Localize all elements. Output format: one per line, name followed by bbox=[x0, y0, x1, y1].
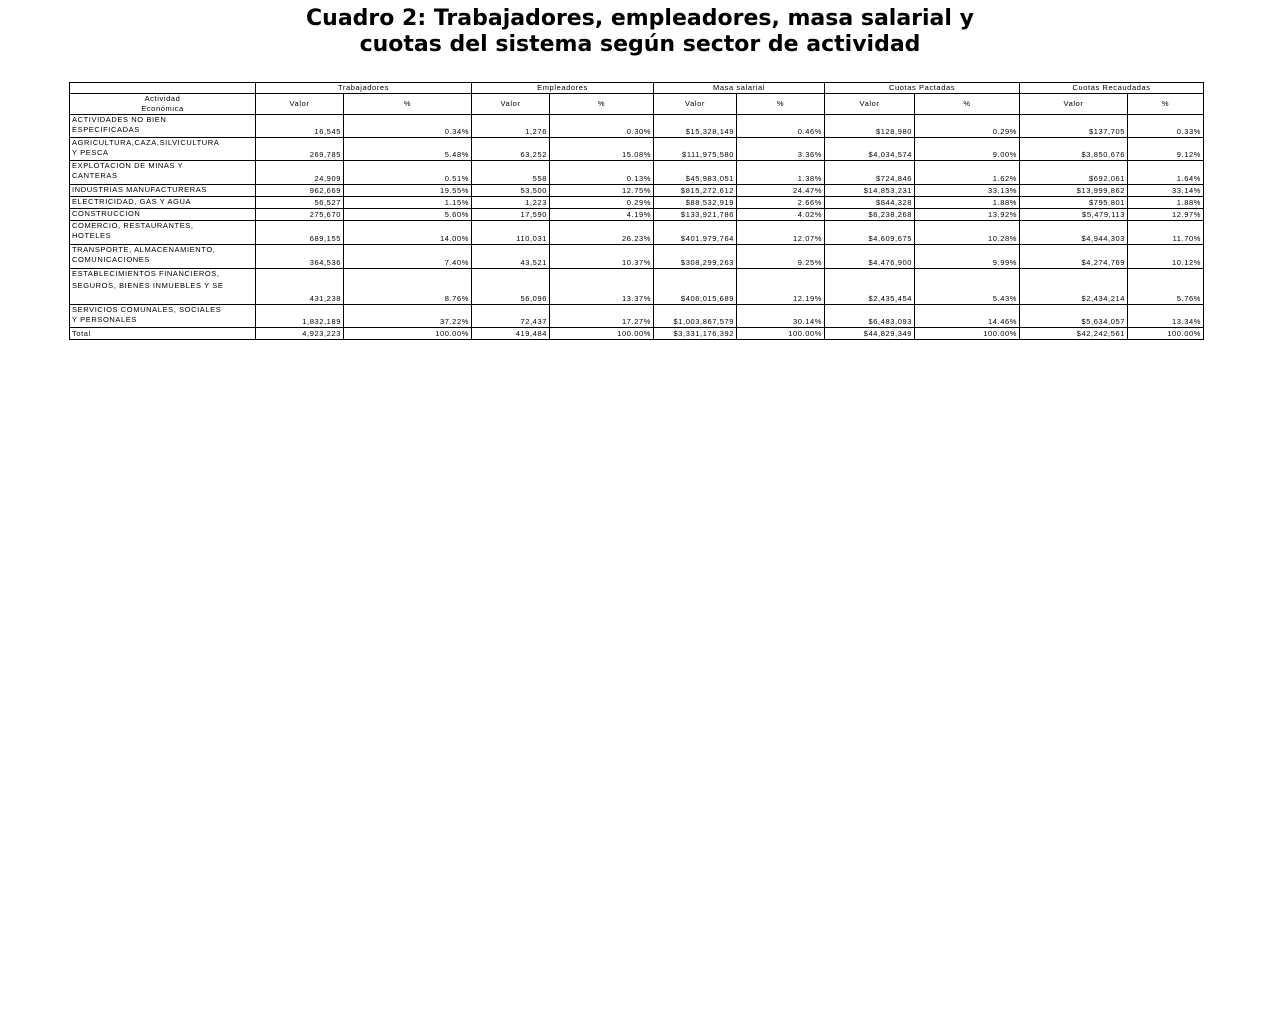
value-cell: 269,785 bbox=[256, 138, 344, 161]
value-cell: 1,276 bbox=[472, 115, 550, 138]
pct-cell: 9.25% bbox=[737, 245, 825, 269]
pct-header: % bbox=[915, 94, 1020, 115]
pct-cell: 10.12% bbox=[1128, 245, 1204, 269]
value-cell: 53,500 bbox=[472, 185, 550, 197]
value-cell: $4,274,769 bbox=[1020, 245, 1128, 269]
total-pct-cell: 100.00% bbox=[344, 328, 472, 340]
activity-header-line-1: Actividad bbox=[144, 94, 181, 103]
activity-label-cell bbox=[70, 209, 256, 221]
pct-cell: 19.55% bbox=[344, 185, 472, 197]
pct-cell: 9.00% bbox=[915, 138, 1020, 161]
activity-label-line-1: ESTABLECIMIENTOS FINANCIEROS, bbox=[72, 269, 220, 278]
pct-header: % bbox=[1128, 94, 1204, 115]
value-cell: 72,437 bbox=[472, 305, 550, 328]
pct-cell: 15.08% bbox=[550, 138, 654, 161]
pct-cell: 9.99% bbox=[915, 245, 1020, 269]
pct-cell: 30.14% bbox=[737, 305, 825, 328]
value-cell: 56,527 bbox=[256, 197, 344, 209]
activity-label-line-1: AGRICULTURA,CAZA,SILVICULTURA bbox=[72, 138, 220, 147]
value-cell: 431,238 bbox=[256, 269, 344, 305]
pct-cell: 37.22% bbox=[344, 305, 472, 328]
pct-cell: 24.47% bbox=[737, 185, 825, 197]
value-cell: $13,999,862 bbox=[1020, 185, 1128, 197]
value-cell: $14,853,231 bbox=[825, 185, 915, 197]
activity-label-cell bbox=[70, 305, 256, 328]
total-pct-cell: 100.00% bbox=[915, 328, 1020, 340]
pct-cell: 14.46% bbox=[915, 305, 1020, 328]
value-cell: $88,532,919 bbox=[654, 197, 737, 209]
pct-cell: 1.88% bbox=[1128, 197, 1204, 209]
table-row bbox=[70, 185, 1204, 197]
value-cell: $1,003,867,579 bbox=[654, 305, 737, 328]
activity-label-cell bbox=[70, 269, 256, 305]
value-cell: 558 bbox=[472, 161, 550, 185]
pct-cell: 5.76% bbox=[1128, 269, 1204, 305]
value-cell: $2,435,454 bbox=[825, 269, 915, 305]
header-blank-cell bbox=[70, 83, 256, 94]
pct-cell: 13.34% bbox=[1128, 305, 1204, 328]
pct-cell: 12.07% bbox=[737, 221, 825, 245]
total-row bbox=[70, 328, 1204, 340]
activity-label-line-2: SEGUROS, BIENES INMUEBLES Y SE bbox=[72, 281, 224, 290]
title-line-2: cuotas del sistema según sector de actividad bbox=[359, 32, 921, 57]
value-cell: 17,590 bbox=[472, 209, 550, 221]
pct-cell: 0.46% bbox=[737, 115, 825, 138]
value-cell: 24,909 bbox=[256, 161, 344, 185]
value-cell: 275,670 bbox=[256, 209, 344, 221]
value-cell: $128,980 bbox=[825, 115, 915, 138]
activity-label-line-2: Y PERSONALES bbox=[72, 315, 138, 324]
pct-cell: 1.64% bbox=[1128, 161, 1204, 185]
total-pct-cell: 100.00% bbox=[737, 328, 825, 340]
value-cell: $5,479,113 bbox=[1020, 209, 1128, 221]
activity-label-cell bbox=[70, 161, 256, 185]
value-cell: $844,328 bbox=[825, 197, 915, 209]
activity-label-line-1: CONSTRUCCION bbox=[72, 209, 141, 218]
title-line-1: Cuadro 2: Trabajadores, empleadores, masa salarial y bbox=[306, 6, 974, 31]
pct-cell: 17.27% bbox=[550, 305, 654, 328]
data-table bbox=[69, 82, 1204, 340]
activity-label-line-1: EXPLOTACION DE MINAS Y bbox=[72, 161, 184, 170]
activity-label-cell bbox=[70, 115, 256, 138]
activity-label-line-2: Y PESCA bbox=[72, 148, 109, 157]
group-header-row bbox=[70, 83, 1204, 94]
activity-header-cell bbox=[70, 94, 256, 115]
value-header: Valor bbox=[1020, 94, 1128, 115]
total-value-cell: 4,923,223 bbox=[256, 328, 344, 340]
value-cell: $406,015,689 bbox=[654, 269, 737, 305]
pct-cell: 12.19% bbox=[737, 269, 825, 305]
value-cell: $795,801 bbox=[1020, 197, 1128, 209]
pct-cell: 4.02% bbox=[737, 209, 825, 221]
pct-cell: 26.23% bbox=[550, 221, 654, 245]
total-label: Total bbox=[70, 328, 256, 340]
pct-cell: 0.51% bbox=[344, 161, 472, 185]
pct-cell: 4.19% bbox=[550, 209, 654, 221]
total-value-cell: $3,331,176,392 bbox=[654, 328, 737, 340]
pct-cell: 33.13% bbox=[915, 185, 1020, 197]
value-cell: $45,983,051 bbox=[654, 161, 737, 185]
pct-header: % bbox=[737, 94, 825, 115]
value-cell: $133,921,786 bbox=[654, 209, 737, 221]
pct-cell: 0.34% bbox=[344, 115, 472, 138]
value-cell: 962,669 bbox=[256, 185, 344, 197]
activity-label-line-1: INDUSTRIAS MANUFACTURERAS bbox=[72, 185, 208, 194]
value-header: Valor bbox=[472, 94, 550, 115]
table-row bbox=[70, 269, 1204, 305]
pct-cell: 1.88% bbox=[915, 197, 1020, 209]
value-cell: $401,979,764 bbox=[654, 221, 737, 245]
pct-cell: 9.12% bbox=[1128, 138, 1204, 161]
activity-label-cell bbox=[70, 245, 256, 269]
table-row bbox=[70, 245, 1204, 269]
total-pct-cell: 100.00% bbox=[1128, 328, 1204, 340]
pct-header: % bbox=[344, 94, 472, 115]
value-cell: 110,031 bbox=[472, 221, 550, 245]
pct-cell: 0.29% bbox=[915, 115, 1020, 138]
pct-cell: 0.30% bbox=[550, 115, 654, 138]
group-header-trabajadores: Trabajadores bbox=[256, 83, 472, 94]
total-value-cell: $42,242,561 bbox=[1020, 328, 1128, 340]
value-cell: 1,832,189 bbox=[256, 305, 344, 328]
value-cell: 63,252 bbox=[472, 138, 550, 161]
table-row bbox=[70, 221, 1204, 245]
table-row bbox=[70, 197, 1204, 209]
pct-cell: 8.76% bbox=[344, 269, 472, 305]
total-pct-cell: 100.00% bbox=[550, 328, 654, 340]
value-cell: 364,536 bbox=[256, 245, 344, 269]
value-cell: $3,850,676 bbox=[1020, 138, 1128, 161]
value-cell: 1,223 bbox=[472, 197, 550, 209]
table-row bbox=[70, 115, 1204, 138]
value-cell: 56,096 bbox=[472, 269, 550, 305]
activity-label-line-1: SERVICIOS COMUNALES, SOCIALES bbox=[72, 305, 222, 314]
pct-cell: 0.29% bbox=[550, 197, 654, 209]
table-row bbox=[70, 161, 1204, 185]
group-header-empleadores: Empleadores bbox=[472, 83, 654, 94]
pct-cell: 1.38% bbox=[737, 161, 825, 185]
pct-cell: 1.15% bbox=[344, 197, 472, 209]
pct-cell: 13.92% bbox=[915, 209, 1020, 221]
value-cell: $2,434,214 bbox=[1020, 269, 1128, 305]
value-header: Valor bbox=[654, 94, 737, 115]
value-cell: 16,545 bbox=[256, 115, 344, 138]
pct-cell: 10.37% bbox=[550, 245, 654, 269]
group-header-masa-salarial: Masa salarial bbox=[654, 83, 825, 94]
pct-header: % bbox=[550, 94, 654, 115]
pct-cell: 14.00% bbox=[344, 221, 472, 245]
pct-cell: 13.37% bbox=[550, 269, 654, 305]
activity-label-line-2: HOTELES bbox=[72, 231, 112, 240]
value-cell: $6,238,268 bbox=[825, 209, 915, 221]
value-cell: $4,476,900 bbox=[825, 245, 915, 269]
activity-label-cell bbox=[70, 221, 256, 245]
value-cell: $15,328,149 bbox=[654, 115, 737, 138]
pct-cell: 3.36% bbox=[737, 138, 825, 161]
table-row bbox=[70, 209, 1204, 221]
value-cell: $724,846 bbox=[825, 161, 915, 185]
total-value-cell: 419,484 bbox=[472, 328, 550, 340]
activity-label-cell bbox=[70, 185, 256, 197]
value-cell: $4,944,303 bbox=[1020, 221, 1128, 245]
pct-cell: 33.14% bbox=[1128, 185, 1204, 197]
value-header: Valor bbox=[256, 94, 344, 115]
pct-cell: 12.75% bbox=[550, 185, 654, 197]
activity-header-line-2: Económica bbox=[141, 104, 184, 113]
value-cell: $4,609,675 bbox=[825, 221, 915, 245]
pct-cell: 11.70% bbox=[1128, 221, 1204, 245]
group-header-cuotas-recaudadas: Cuotas Recaudadas bbox=[1020, 83, 1204, 94]
page-title bbox=[0, 6, 1280, 58]
activity-label-line-2: COMUNICACIONES bbox=[72, 255, 150, 264]
value-cell: $5,634,057 bbox=[1020, 305, 1128, 328]
activity-label-line-1: ELECTRICIDAD, GAS Y AGUA bbox=[72, 197, 192, 206]
activity-label-line-1: ACTIVIDADES NO BIEN bbox=[72, 115, 167, 124]
value-cell: $692,061 bbox=[1020, 161, 1128, 185]
table-row bbox=[70, 305, 1204, 328]
value-cell: $137,705 bbox=[1020, 115, 1128, 138]
pct-cell: 5.48% bbox=[344, 138, 472, 161]
pct-cell: 7.40% bbox=[344, 245, 472, 269]
activity-label-line-1: COMERCIO, RESTAURANTES, bbox=[72, 221, 194, 230]
activity-label-cell bbox=[70, 197, 256, 209]
group-header-cuotas-pactadas: Cuotas Pactadas bbox=[825, 83, 1020, 94]
value-cell: 689,155 bbox=[256, 221, 344, 245]
pct-cell: 10.28% bbox=[915, 221, 1020, 245]
value-cell: $6,483,093 bbox=[825, 305, 915, 328]
activity-label-line-1: TRANSPORTE, ALMACENAMIENTO, bbox=[72, 245, 216, 254]
value-header: Valor bbox=[825, 94, 915, 115]
activity-label-line-2: CANTERAS bbox=[72, 171, 118, 180]
activity-label-cell bbox=[70, 138, 256, 161]
pct-cell: 0.13% bbox=[550, 161, 654, 185]
value-cell: $308,299,263 bbox=[654, 245, 737, 269]
table-row bbox=[70, 138, 1204, 161]
pct-cell: 5.60% bbox=[344, 209, 472, 221]
pct-cell: 0.33% bbox=[1128, 115, 1204, 138]
pct-cell: 12.97% bbox=[1128, 209, 1204, 221]
value-cell: 43,521 bbox=[472, 245, 550, 269]
value-cell: $4,034,574 bbox=[825, 138, 915, 161]
sub-header-row bbox=[70, 94, 1204, 115]
pct-cell: 1.62% bbox=[915, 161, 1020, 185]
total-value-cell: $44,829,349 bbox=[825, 328, 915, 340]
value-cell: $111,975,580 bbox=[654, 138, 737, 161]
value-cell: $815,272,612 bbox=[654, 185, 737, 197]
pct-cell: 2.66% bbox=[737, 197, 825, 209]
activity-label-line-2: ESPECIFICADAS bbox=[72, 125, 140, 134]
pct-cell: 5.43% bbox=[915, 269, 1020, 305]
